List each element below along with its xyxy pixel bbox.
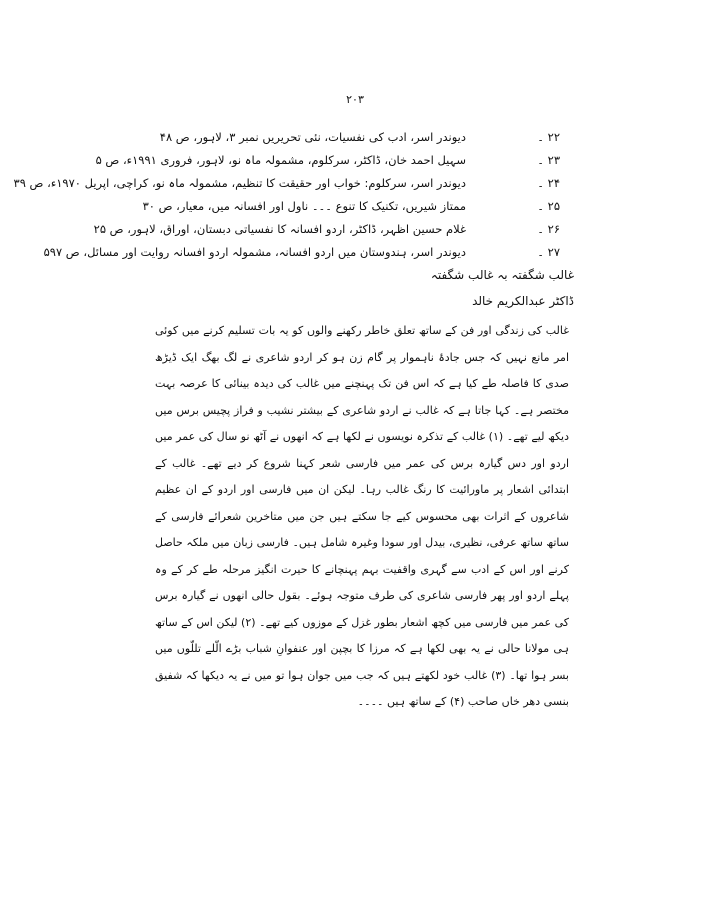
reference-number: ۲۲ ۔ [537, 130, 560, 144]
reference-text: دیوندر اسر، ادب کی نفسیات، نئی تحریریں نمبر ۳، لاہور، ص ۴۸ [159, 130, 466, 144]
reference-text: ممتاز شیریں، تکنیک کا تنوع ۔۔۔ ناول اور افسانہ میں، معیار، ص ۳۰ [142, 199, 466, 213]
article-author: ڈاکٹر عبدالکریم خالد [472, 294, 574, 308]
reference-number: ۲۴ ۔ [537, 176, 560, 190]
reference-item [120, 126, 560, 149]
reference-item [13, 172, 560, 195]
reference-text: سہیل احمد خان، ڈاکٹر، سرکلوم، مشمولہ ماہ نو، لاہور، فروری ۱۹۹۱ء، ص ۵ [95, 153, 466, 167]
reference-number: ۲۵ ۔ [537, 199, 560, 213]
reference-text: غلام حسین اظہر، ڈاکٹر، اردو افسانہ کا نفسیاتی دبستان، اوراق، لاہور، ص ۲۵ [93, 222, 466, 236]
page-number: ۲۰۳ [346, 93, 364, 106]
reference-item [93, 218, 560, 241]
article-title: غالب شگفتہ بہ غالب شگفتہ [430, 268, 574, 282]
reference-number: ۲۶ ۔ [537, 222, 560, 236]
reference-text: دیوندر اسر، سرکلوم: خواب اور حقیقت کا تنظیم، مشمولہ ماہ نو، کراچی، اپریل ۱۹۷۰ء، ص ۳۹ [13, 176, 466, 190]
reference-item [120, 195, 560, 218]
reference-number: ۲۷ ۔ [537, 245, 560, 259]
reference-item [95, 149, 560, 172]
reference-item [43, 241, 560, 264]
reference-text: دیوندر اسر، ہندوستان میں اردو افسانہ، مشمولہ اردو افسانہ روایت اور مسائل، ص ۵۹۷ [43, 245, 466, 259]
article-body [155, 318, 569, 716]
reference-list [13, 126, 560, 264]
reference-number: ۲۳ ۔ [537, 153, 560, 167]
body-paragraph: غالب کی زندگی اور فن کے ساتھ تعلق خاطر رکھنے والوں کو یہ بات تسلیم کرنے میں کوئی امر مانع نہیں کہ جس جادۂ ناہموار پر گام زن ہو کر اردو شاعری نے لگ بھگ ایک ڈیڑھ صدی کا فاصلہ طے کیا ہے کہ اس فن تک پہنچنے میں غالب کی دیدہ بینائی کا عرصہ بہت مختصر ہے۔ کہا جاتا ہے کہ غالب نے اردو شاعری کے بیشتر نشیب و فراز پچیس برس میں دیکھ لیے تھے۔ (۱) غالب کے تذکرہ نویسوں نے لکھا ہے کہ انھوں نے آٹھ نو سال کی عمر میں اردو اور دس گیارہ برس کی عمر میں فارسی شعر کہنا شروع کر دیے تھے۔ غالب کے ابتدائی اشعار پر ماورائیت کا رنگ غالب رہا۔ لیکن ان میں فارسی اور اردو کے ان عظیم شاعروں کے اثرات بھی محسوس کیے جا سکتے ہیں جن میں متاخرین شعرائے فارسی کے ساتھ ساتھ عرفی، نظیری، بیدل اور سودا وغیرہ شامل ہیں۔ فارسی زبان میں ملکہ حاصل کرنے اور اس کے ادب سے گہری واقفیت بہم پہنچانے کا حیرت انگیز مرحلہ طے کر کے وہ پہلے اردو اور پھر فارسی شاعری کی طرف متوجہ ہوئے۔ بقول حالی انھوں نے گیارہ برس کی عمر میں فارسی میں کچھ اشعار بطور غزل کے موزوں کیے تھے۔ (۲) لیکن اس کے ساتھ ہی مولانا حالی نے یہ بھی لکھا ہے کہ مرزا کا بچپن اور عنفوانِ شباب بڑے الّلے تللّوں میں بسر ہوا تھا۔ (۳) غالب خود لکھتے ہیں کہ جب میں جوان ہوا تو میں نے یہ دیکھا کہ شفیق بنسی دھر خاں صاحب (۴) کے ساتھ ہیں ۔۔۔۔ [155, 324, 569, 708]
